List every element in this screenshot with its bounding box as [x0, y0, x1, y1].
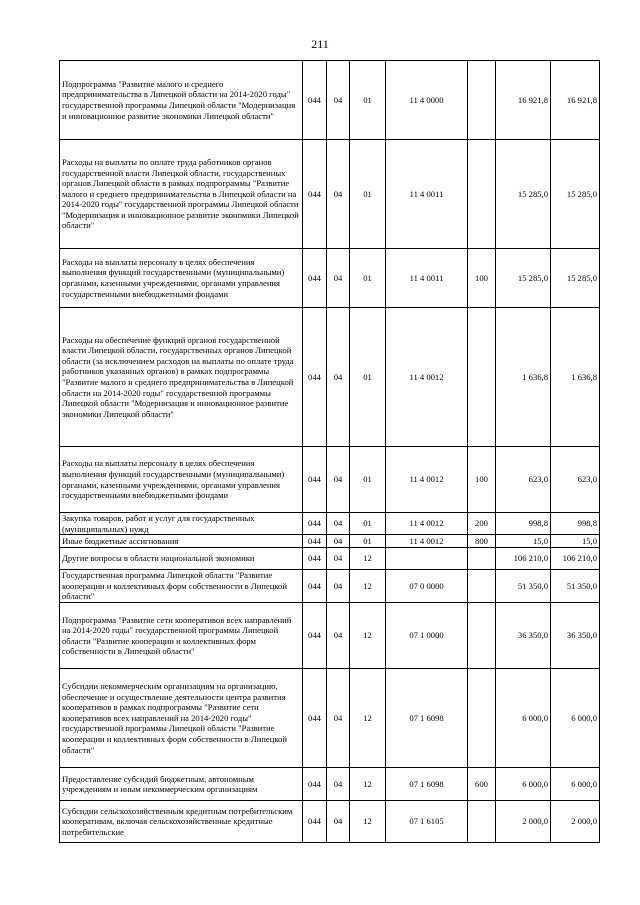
expense-kind-code: 600 — [468, 768, 496, 801]
target-article-code: 11 4 0012 — [386, 447, 468, 513]
expense-name: Расходы на выплаты персоналу в целях обеспечения выполнения функций государственными (муниципальными) органами, казенными учреждениями, органами управления государственными внебюджетными фондами — [60, 447, 303, 513]
amount-second: 998,8 — [551, 513, 600, 535]
subsection-code: 01 — [350, 140, 386, 249]
expense-kind-code — [468, 308, 496, 447]
subsection-code: 01 — [350, 61, 386, 140]
ministry-code: 044 — [303, 669, 327, 768]
section-code: 04 — [327, 603, 350, 669]
section-code: 04 — [327, 801, 350, 843]
target-article-code: 11 4 0011 — [386, 249, 468, 308]
amount-first: 15 285,0 — [496, 140, 551, 249]
section-code: 04 — [327, 768, 350, 801]
expense-name: Закупка товаров, работ и услуг для государственных (муниципальных) нужд — [60, 513, 303, 535]
target-article-code: 07 1 0000 — [386, 603, 468, 669]
ministry-code: 044 — [303, 603, 327, 669]
expense-kind-code — [468, 140, 496, 249]
amount-second: 16 921,8 — [551, 61, 600, 140]
amount-first: 998,8 — [496, 513, 551, 535]
section-code: 04 — [327, 535, 350, 548]
expense-kind-code — [468, 570, 496, 603]
subsection-code: 12 — [350, 669, 386, 768]
amount-second: 15,0 — [551, 535, 600, 548]
table-row — [60, 603, 600, 669]
amount-first: 623,0 — [496, 447, 551, 513]
target-article-code: 11 4 0011 — [386, 140, 468, 249]
amount-second: 51 350,0 — [551, 570, 600, 603]
target-article-code: 11 4 0000 — [386, 61, 468, 140]
table-row — [60, 61, 600, 140]
table-row — [60, 548, 600, 570]
expense-name: Государственная программа Липецкой области "Развитие кооперации и коллективных форм собственности в Липецкой области" — [60, 570, 303, 603]
ministry-code: 044 — [303, 249, 327, 308]
amount-second: 1 636,8 — [551, 308, 600, 447]
amount-first: 106 210,0 — [496, 548, 551, 570]
amount-second: 623,0 — [551, 447, 600, 513]
ministry-code: 044 — [303, 447, 327, 513]
section-code: 04 — [327, 548, 350, 570]
target-article-code: 11 4 0012 — [386, 535, 468, 548]
subsection-code: 01 — [350, 513, 386, 535]
ministry-code: 044 — [303, 61, 327, 140]
section-code: 04 — [327, 513, 350, 535]
subsection-code: 12 — [350, 570, 386, 603]
expense-kind-code: 100 — [468, 249, 496, 308]
amount-first: 16 921,8 — [496, 61, 551, 140]
table-row — [60, 308, 600, 447]
table-row — [60, 570, 600, 603]
table-row — [60, 513, 600, 535]
amount-second: 2 000,0 — [551, 801, 600, 843]
ministry-code: 044 — [303, 570, 327, 603]
expense-name: Расходы на выплаты персоналу в целях обеспечения выполнения функций государственными (муниципальными) органами, казенными учреждениями, органами управления государственными внебюджетными фондами — [60, 249, 303, 308]
subsection-code: 01 — [350, 308, 386, 447]
amount-first: 6 000,0 — [496, 669, 551, 768]
expense-name: Другие вопросы в области национальной экономики — [60, 548, 303, 570]
ministry-code: 044 — [303, 513, 327, 535]
subsection-code: 12 — [350, 548, 386, 570]
target-article-code: 11 4 0012 — [386, 308, 468, 447]
expense-kind-code — [468, 669, 496, 768]
section-code: 04 — [327, 61, 350, 140]
expense-kind-code: 800 — [468, 535, 496, 548]
amount-first: 15,0 — [496, 535, 551, 548]
amount-first: 6 000,0 — [496, 768, 551, 801]
ministry-code: 044 — [303, 548, 327, 570]
expense-name: Предоставление субсидий бюджетным, автономным учреждениям и иным некоммерческим организациям — [60, 768, 303, 801]
expense-kind-code — [468, 61, 496, 140]
amount-first: 1 636,8 — [496, 308, 551, 447]
subsection-code: 12 — [350, 603, 386, 669]
amount-second: 106 210,0 — [551, 548, 600, 570]
page-number: 211 — [311, 37, 329, 51]
target-article-code — [386, 548, 468, 570]
section-code: 04 — [327, 308, 350, 447]
subsection-code: 12 — [350, 768, 386, 801]
expense-name: Субсидии некоммерческим организациям на организацию, обеспечение и осуществление деятельности центра развития кооперативов в рамках подпрограммы "Развитие сети кооперативов всех направлений на 2014-2020 годы" государственной программы Липецкой области "Развитие кооперации и коллективных форм собственности в Липецкой области" — [60, 669, 303, 768]
target-article-code: 11 4 0012 — [386, 513, 468, 535]
section-code: 04 — [327, 140, 350, 249]
section-code: 04 — [327, 447, 350, 513]
expense-name: Подпрограмма "Развитие малого и среднего предпринимательства в Липецкой области на 2014-2020 годы" государственной программы Липецкой области "Модернизация и инновационное развитие экономики Липецкой области" — [60, 61, 303, 140]
expense-name: Иные бюджетные ассигнования — [60, 535, 303, 548]
amount-first: 2 000,0 — [496, 801, 551, 843]
amount-second: 36 350,0 — [551, 603, 600, 669]
target-article-code: 07 1 6098 — [386, 768, 468, 801]
table-row — [60, 768, 600, 801]
expense-name: Подпрограмма "Развитие сети кооперативов всех направлений на 2014-2020 годы" государственной программы Липецкой области "Развитие кооперации и коллективных форм собственности в Липецкой области" — [60, 603, 303, 669]
table-row — [60, 535, 600, 548]
expense-name: Расходы на обеспечение функций органов государственной власти Липецкой области, государственных органов Липецкой области (за исключением расходов на выплаты по оплате труда работников указанных органов) в рамках подпрограммы "Развитие малого и среднего предпринимательства в Липецкой области на 2014-2020 годы" государственной программы Липецкой области "Модернизация и инновационное развитие экономики Липецкой области" — [60, 308, 303, 447]
ministry-code: 044 — [303, 140, 327, 249]
section-code: 04 — [327, 249, 350, 308]
budget-table — [59, 60, 600, 843]
target-article-code: 07 1 6105 — [386, 801, 468, 843]
subsection-code: 12 — [350, 801, 386, 843]
amount-second: 15 285,0 — [551, 140, 600, 249]
budget-table-body — [60, 61, 600, 843]
expense-kind-code — [468, 548, 496, 570]
amount-second: 15 285,0 — [551, 249, 600, 308]
expense-kind-code: 100 — [468, 447, 496, 513]
expense-kind-code: 200 — [468, 513, 496, 535]
table-row — [60, 669, 600, 768]
amount-second: 6 000,0 — [551, 768, 600, 801]
table-row — [60, 447, 600, 513]
amount-first: 51 350,0 — [496, 570, 551, 603]
expense-name: Субсидии сельскохозяйственным кредитным потребительским кооперативам, включая сельскохозяйственные кредитные потребительские — [60, 801, 303, 843]
expense-kind-code — [468, 603, 496, 669]
expense-kind-code — [468, 801, 496, 843]
amount-second: 6 000,0 — [551, 669, 600, 768]
table-row — [60, 801, 600, 843]
ministry-code: 044 — [303, 768, 327, 801]
subsection-code: 01 — [350, 447, 386, 513]
expense-name: Расходы на выплаты по оплате труда работников органов государственной власти Липецкой области, государственных органов Липецкой области в рамках подпрограммы "Развитие малого и среднего предпринимательства в Липецкой области на 2014-2020 годы" государственной программы Липецкой области "Модернизация и инновационное развитие экономики Липецкой области" — [60, 140, 303, 249]
amount-first: 15 285,0 — [496, 249, 551, 308]
ministry-code: 044 — [303, 801, 327, 843]
section-code: 04 — [327, 570, 350, 603]
table-row — [60, 249, 600, 308]
ministry-code: 044 — [303, 535, 327, 548]
ministry-code: 044 — [303, 308, 327, 447]
target-article-code: 07 1 6098 — [386, 669, 468, 768]
section-code: 04 — [327, 669, 350, 768]
target-article-code: 07 0 0000 — [386, 570, 468, 603]
amount-first: 36 350,0 — [496, 603, 551, 669]
subsection-code: 01 — [350, 535, 386, 548]
subsection-code: 01 — [350, 249, 386, 308]
table-row — [60, 140, 600, 249]
